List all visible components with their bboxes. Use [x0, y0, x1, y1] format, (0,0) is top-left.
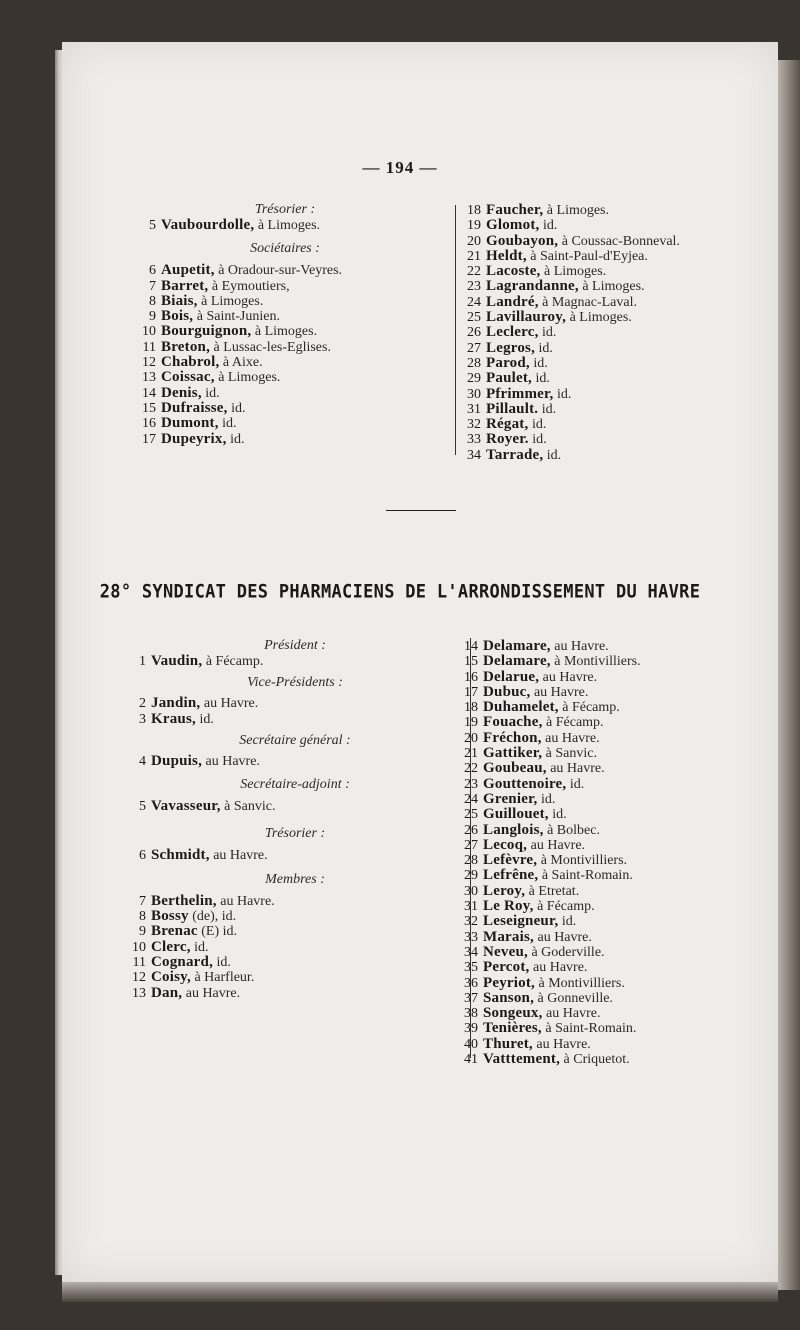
list-item	[465, 264, 765, 279]
entry-number: 20	[464, 730, 478, 746]
list-item	[140, 432, 430, 447]
entry-number: 12	[142, 355, 156, 371]
pharmacist-location: à Harfleur.	[190, 970, 255, 986]
entry-number: 23	[467, 279, 481, 295]
pharmacist-name: Cognard,	[151, 953, 214, 970]
list-item	[140, 370, 430, 385]
pharmacist-location: à Magnac-Laval.	[538, 294, 637, 310]
section1-right-column	[465, 203, 765, 463]
list-item	[462, 1052, 772, 1067]
pharmacist-name: Dumont,	[161, 415, 219, 432]
entry-number: 40	[464, 1036, 478, 1052]
pharmacist-name: Guillouet,	[483, 806, 549, 823]
entry-number: 30	[464, 883, 478, 899]
pharmacist-name: Denis,	[161, 384, 202, 401]
list-item	[140, 294, 430, 309]
entry-number: 11	[142, 339, 156, 355]
pharmacist-name: Leroy,	[483, 882, 526, 899]
treasurer-heading: Trésorier :	[264, 826, 326, 842]
entry-number: 19	[464, 715, 478, 731]
assistant-secretary-heading: Secrétaire-adjoint :	[240, 777, 350, 793]
pharmacist-name: Barret,	[161, 277, 209, 294]
pharmacist-name: Biais,	[161, 292, 198, 309]
list-item	[130, 970, 460, 985]
pharmacist-location: à Montivilliers.	[550, 654, 641, 670]
entry-number: 18	[467, 203, 481, 218]
pharmacist-location: id.	[558, 914, 577, 930]
pharmacist-location: à Saint-Romain.	[541, 1021, 637, 1037]
entry-number: 10	[142, 324, 156, 340]
pharmacist-location: à Goderville.	[527, 944, 605, 960]
pharmacist-name: Bossy	[151, 908, 189, 925]
treasurer-heading: Trésorier :	[254, 202, 316, 217]
pharmacist-name: Dupeyrix,	[161, 430, 227, 447]
list-item	[465, 249, 765, 264]
pharmacist-name: Landré,	[486, 293, 539, 310]
book-bottom-edge	[62, 1282, 778, 1302]
entry-number: 9	[149, 309, 156, 325]
list-item	[462, 700, 772, 715]
list-item	[130, 909, 460, 924]
entry-number: 35	[464, 960, 478, 976]
pharmacist-location: au Havre.	[527, 837, 586, 853]
pharmacist-name: Coissac,	[161, 369, 215, 386]
pharmacist-name: Lagrandanne,	[486, 278, 579, 295]
entry-number: 26	[464, 822, 478, 838]
pharmacist-name: Pfrimmer,	[486, 385, 554, 402]
pharmacist-location: à Fécamp.	[558, 700, 620, 716]
list-item	[140, 355, 430, 370]
page-number: — 194 —	[362, 158, 438, 177]
pharmacist-location: à Fécamp.	[533, 899, 595, 915]
list-item	[465, 295, 765, 310]
entry-number: 25	[464, 807, 478, 823]
list-item	[465, 218, 765, 233]
entry-number: 27	[464, 837, 478, 853]
pharmacist-name: Lacoste,	[486, 263, 541, 280]
pharmacist-location: à Lussac-les-Eglises.	[210, 339, 331, 355]
pharmacist-location: id.	[201, 385, 220, 401]
list-item	[462, 853, 772, 868]
pharmacist-location: id.	[528, 432, 547, 448]
entry-number: 28	[467, 355, 481, 371]
entry-number: 10	[132, 939, 146, 955]
entry-number: 15	[464, 654, 478, 670]
pharmacist-location: id.	[227, 400, 246, 416]
pharmacist-location: à Coussac-Bonneval.	[558, 233, 680, 249]
pharmacist-location: à Aixe.	[219, 355, 263, 371]
pharmacist-name: Berthelin,	[151, 892, 217, 909]
pharmacist-name: Lecoq,	[483, 836, 528, 853]
list-item	[140, 416, 430, 431]
list-item	[465, 371, 765, 386]
pharmacist-location: id.	[531, 371, 550, 387]
entry-number: 24	[467, 294, 481, 310]
entry-number: 25	[467, 310, 481, 326]
column-divider	[455, 205, 456, 455]
entry-number: 22	[467, 264, 481, 280]
entry-number: 13	[142, 370, 156, 386]
list-item	[465, 387, 765, 402]
entry-number: 22	[464, 761, 478, 777]
list-item	[465, 310, 765, 325]
list-item	[140, 279, 430, 294]
pharmacist-location: à Limoges.	[214, 370, 281, 386]
entry-number: 16	[142, 416, 156, 432]
pharmacist-location: à Limoges.	[566, 310, 632, 326]
entry-number: 32	[467, 417, 481, 433]
list-item	[465, 432, 765, 447]
list-item	[462, 823, 772, 838]
list-item	[465, 402, 765, 417]
pharmacist-name: Bourguignon,	[161, 323, 252, 340]
members-list	[140, 263, 430, 447]
list-item	[130, 894, 460, 909]
list-item	[462, 838, 772, 853]
entry-number: 6	[149, 263, 156, 279]
pharmacist-location: id.	[538, 401, 557, 417]
pharmacist-location: à Gonneville.	[534, 990, 613, 1006]
list-item	[140, 324, 430, 339]
section-title: 28° SYNDICAT DES PHARMACIENS DE L'ARRONDISSEMENT DU HAVRE	[99, 581, 701, 603]
vice-presidents-list	[130, 696, 460, 727]
entry-number: 31	[464, 899, 478, 915]
list-item: 5 Vavasseur, à Sanvic.	[139, 798, 276, 815]
list-item: 5 Vaubourdolle, à Limoges.	[149, 217, 321, 233]
pharmacist-location: id.	[566, 776, 585, 792]
pharmacist-name: Coisy,	[151, 969, 191, 986]
pharmacist-location: id.	[537, 791, 556, 807]
entry-number: 21	[464, 746, 478, 762]
pharmacist-location: au Havre.	[546, 761, 605, 777]
list-item	[465, 234, 765, 249]
pharmacist-location: id.	[213, 954, 231, 970]
pharmacist-name: Dubuc,	[483, 683, 531, 700]
pharmacist-location: à Montivilliers.	[535, 975, 625, 991]
entry-number: 26	[467, 325, 481, 341]
members-heading: Sociétaires :	[250, 241, 320, 257]
entry-number: 27	[467, 340, 481, 356]
members-heading: Membres :	[265, 871, 325, 887]
list-item	[462, 1006, 772, 1021]
pharmacist-location: id.	[548, 807, 567, 823]
entry-number: 16	[464, 669, 478, 685]
list-item	[465, 417, 765, 432]
entry-number: 38	[464, 1006, 478, 1022]
entry-number: 32	[464, 914, 478, 930]
pharmacist-location: au Havre.	[200, 696, 259, 712]
list-item	[462, 777, 772, 792]
entry-number: 7	[139, 893, 146, 909]
section2-right-column	[462, 639, 772, 1067]
pharmacist-name: Heldt,	[486, 247, 527, 264]
pharmacist-name: Clerc,	[151, 938, 191, 955]
pharmacist-location: à Sanvic.	[542, 746, 597, 762]
entry-number: 34	[464, 944, 478, 960]
list-item	[462, 914, 772, 929]
pharmacist-location: id.	[529, 355, 548, 371]
pharmacist-name: Pillault.	[486, 400, 539, 417]
entry-number: 3	[139, 711, 146, 727]
pharmacist-location: id.	[553, 386, 572, 402]
entry-number: 8	[149, 293, 156, 309]
pharmacist-name: Peyriot,	[483, 974, 535, 991]
entry-number: 12	[132, 970, 146, 986]
entry-number: 41	[464, 1052, 478, 1068]
pharmacist-name: Glomot,	[486, 217, 540, 234]
list-item	[462, 670, 772, 685]
entry-number: 33	[467, 432, 481, 448]
pharmacist-name: Goubeau,	[483, 760, 547, 777]
list-item	[462, 715, 772, 730]
pharmacist-name: Goubayon,	[486, 232, 559, 249]
list-item	[465, 448, 765, 463]
pharmacist-name: Fouache,	[483, 714, 543, 731]
pharmacist-location: à Eymoutiers,	[208, 278, 290, 294]
list-item	[462, 639, 772, 654]
list-item	[462, 1037, 772, 1052]
list-item: 1 Vaudin, à Fécamp.	[139, 653, 264, 669]
pharmacist-name: Lavillauroy,	[486, 309, 567, 326]
pharmacist-name: Dufraisse,	[161, 399, 228, 416]
pharmacist-name: Gattiker,	[483, 745, 543, 762]
pharmacist-name: Vatttement,	[483, 1051, 561, 1068]
pharmacist-name: Langlois,	[483, 821, 544, 838]
pharmacist-name: Songeux,	[483, 1005, 543, 1022]
pharmacist-name: Bois,	[161, 308, 194, 325]
entry-number: 9	[139, 924, 146, 940]
list-item	[462, 945, 772, 960]
entry-number: 21	[467, 248, 481, 264]
list-item: 6 Schmidt, au Havre.	[139, 847, 268, 864]
list-item	[462, 685, 772, 700]
list-item	[465, 356, 765, 371]
pharmacist-location: au Havre.	[550, 639, 609, 654]
pharmacist-name: Neveu,	[483, 943, 528, 960]
pharmacist-name: Fréchon,	[483, 729, 542, 746]
list-item	[130, 986, 460, 1001]
list-item	[462, 807, 772, 822]
pharmacist-location: à Oradour-sur-Veyres.	[214, 263, 343, 279]
list-item	[462, 746, 772, 761]
pharmacist-location: id.	[539, 218, 558, 234]
entry-number: 8	[139, 909, 146, 925]
list-item	[462, 731, 772, 746]
pharmacist-location: au Havre.	[216, 893, 275, 909]
pharmacist-location: à Limoges.	[251, 324, 318, 340]
entry-number: 17	[142, 431, 156, 447]
pharmacist-location: à Bolbec.	[543, 822, 600, 838]
list-item	[465, 341, 765, 356]
pharmacist-name: Breton,	[161, 338, 211, 355]
pharmacist-location: id.	[535, 340, 553, 356]
pharmacist-location: à Montivilliers.	[537, 853, 628, 869]
pharmacist-location: au Havre.	[529, 960, 588, 976]
pharmacist-name: Kraus,	[151, 710, 196, 727]
pharmacist-location: au Havre.	[533, 929, 592, 945]
pharmacist-name: Duhamelet,	[483, 699, 559, 716]
entry-number: 7	[149, 278, 156, 294]
pharmacist-name: Parod,	[486, 354, 530, 371]
pharmacist-name: Jandin,	[151, 695, 201, 712]
pharmacist-location: (E) id.	[197, 924, 238, 940]
pharmacist-name: Le Roy,	[483, 898, 534, 915]
pharmacist-name: Marais,	[483, 928, 534, 945]
pharmacist-name: Tenières,	[483, 1020, 542, 1037]
list-item	[140, 263, 430, 278]
entry-number: 23	[464, 776, 478, 792]
pharmacist-name: Leseigneur,	[483, 913, 559, 930]
entry-number: 14	[464, 639, 478, 654]
pharmacist-location: au Havre.	[541, 730, 600, 746]
list-item	[465, 203, 765, 218]
list-item	[130, 940, 460, 955]
pharmacist-location: à Fécamp.	[542, 715, 604, 731]
list-item	[462, 1021, 772, 1036]
list-item	[465, 325, 765, 340]
entry-number: 11	[132, 954, 146, 970]
pharmacist-location: id.	[218, 416, 237, 432]
section1-left-column	[140, 200, 430, 447]
list-item	[462, 792, 772, 807]
pharmacist-name: Faucher,	[486, 202, 544, 218]
list-item	[462, 654, 772, 669]
list-item: 4 Dupuis, au Havre.	[139, 752, 260, 769]
pharmacist-name: Gouttenoire,	[483, 775, 567, 792]
pharmacist-name: Delarue,	[483, 668, 540, 685]
list-item	[462, 868, 772, 883]
pharmacist-name: Régat,	[486, 416, 529, 433]
entry-number: 30	[467, 386, 481, 402]
pharmacist-location: id.	[543, 447, 562, 463]
list-item	[130, 696, 460, 711]
pharmacist-location: id.	[538, 325, 557, 341]
entry-number: 37	[464, 990, 478, 1006]
pharmacist-location: id.	[195, 711, 214, 727]
entry-number: 14	[142, 385, 156, 401]
pharmacist-location: à Limoges.	[578, 279, 645, 295]
entry-number: 18	[464, 700, 478, 716]
entry-number: 33	[464, 929, 478, 945]
pharmacist-name: Paulet,	[486, 370, 532, 387]
list-item	[130, 924, 460, 939]
pharmacist-name: Percot,	[483, 959, 530, 976]
list-item	[462, 761, 772, 776]
list-item	[140, 401, 430, 416]
list-item	[465, 279, 765, 294]
members-list	[130, 894, 460, 1001]
entry-number: 13	[132, 985, 146, 1001]
list-item	[462, 960, 772, 975]
entry-number: 15	[142, 400, 156, 416]
pharmacist-location: à Etretat.	[525, 883, 580, 899]
entry-number: 20	[467, 233, 481, 249]
pharmacist-location: à Criquetot.	[560, 1052, 630, 1068]
entry-number: 24	[464, 791, 478, 807]
pharmacist-name: Lefrêne,	[483, 867, 539, 884]
list-item	[462, 991, 772, 1006]
pharmacist-location: à Limoges.	[543, 203, 610, 218]
pharmacist-location: à Limoges.	[197, 293, 264, 309]
pharmacist-name: Lefèvre,	[483, 852, 538, 869]
list-item	[462, 976, 772, 991]
pharmacist-name: Royer.	[486, 431, 529, 448]
list-item	[462, 899, 772, 914]
pharmacist-name: Sanson,	[483, 989, 535, 1006]
pharmacist-location: id.	[226, 431, 245, 447]
entry-number: 17	[464, 684, 478, 700]
pharmacist-name: Tarrade,	[486, 446, 544, 463]
list-item	[130, 955, 460, 970]
list-item	[140, 340, 430, 355]
pharmacist-name: Chabrol,	[161, 354, 220, 371]
pharmacist-location: (de), id.	[188, 909, 237, 925]
entry-number: 19	[467, 218, 481, 234]
list-item	[140, 309, 430, 324]
book-right-edge	[778, 60, 800, 1290]
pharmacist-location: au Havre.	[542, 1006, 601, 1022]
pharmacist-name: Legros,	[486, 339, 536, 356]
pharmacist-location: au Havre.	[539, 669, 598, 685]
vice-presidents-heading: Vice-Présidents :	[247, 675, 343, 691]
pharmacist-location: à Saint-Paul-d'Eyjea.	[526, 248, 648, 264]
entry-number: 36	[464, 975, 478, 991]
entry-number: 34	[467, 447, 481, 463]
list-item	[130, 712, 460, 727]
section-separator	[386, 510, 456, 511]
pharmacist-location: au Havre.	[530, 684, 589, 700]
list-item	[462, 930, 772, 945]
list-item	[462, 884, 772, 899]
pharmacist-name: Dan,	[151, 984, 183, 1001]
pharmacist-location: à Saint-Junien.	[193, 309, 280, 325]
pharmacist-location: au Havre.	[532, 1036, 591, 1052]
pharmacist-location: id.	[190, 939, 209, 955]
pharmacist-location: id.	[528, 417, 547, 433]
entry-number: 31	[467, 401, 481, 417]
entry-number: 39	[464, 1021, 478, 1037]
section2-left-column	[130, 636, 460, 1001]
entry-number: 2	[139, 696, 146, 712]
pharmacist-location: à Limoges.	[540, 264, 607, 280]
entry-number: 28	[464, 853, 478, 869]
president-heading: Président :	[264, 638, 326, 653]
pharmacist-name: Delamare,	[483, 638, 551, 654]
pharmacist-name: Brenac	[151, 923, 198, 940]
pharmacist-name: Thuret,	[483, 1035, 533, 1052]
pharmacist-location: au Havre.	[182, 985, 241, 1001]
entry-number: 29	[467, 371, 481, 387]
list-item	[140, 386, 430, 401]
entry-number: 29	[464, 868, 478, 884]
pharmacist-name: Aupetit,	[161, 262, 215, 279]
pharmacist-name: Delamare,	[483, 653, 551, 670]
pharmacist-location: à Saint-Romain.	[538, 868, 633, 884]
pharmacist-name: Leclerc,	[486, 324, 539, 341]
pharmacist-name: Grenier,	[483, 790, 538, 807]
secretary-heading: Secrétaire général :	[239, 732, 351, 748]
